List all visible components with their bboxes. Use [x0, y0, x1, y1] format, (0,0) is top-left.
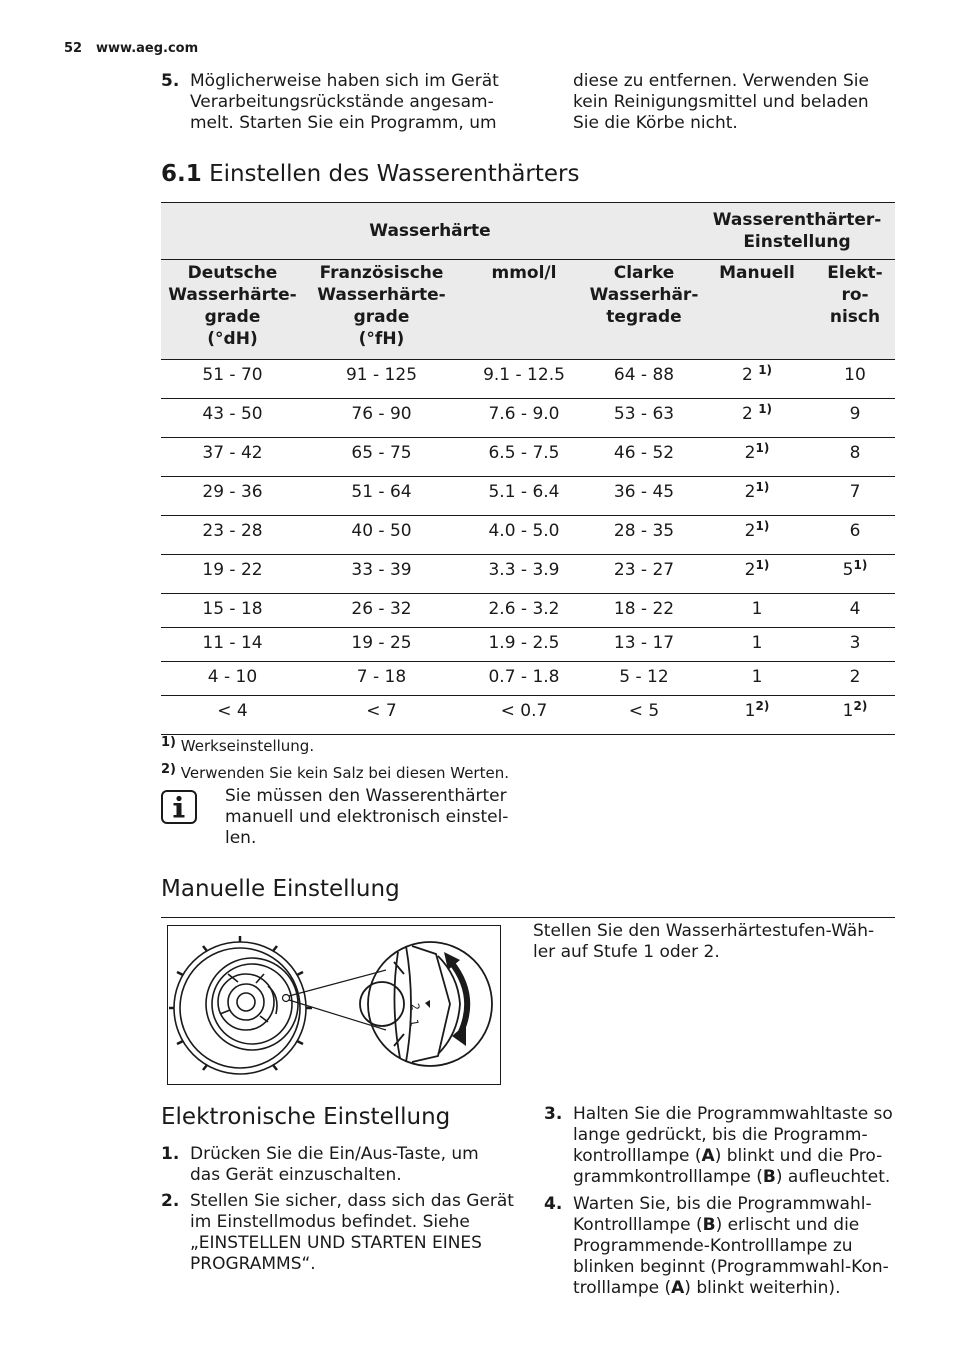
cell-manual — [699, 360, 815, 399]
table-row — [161, 696, 895, 735]
section-title: Einstellen des Wasserenthärters — [209, 161, 580, 187]
footnote-2 — [161, 759, 509, 784]
text-line: Sie müssen den Wasserenthärter — [225, 786, 507, 806]
text-fragment: kontrolllampe ( — [573, 1146, 702, 1166]
cell-electronic — [815, 399, 895, 438]
text-fragment: ) blinkt und die Pro- — [714, 1146, 883, 1166]
cell-mmol: 4.0 - 5.0 — [459, 516, 589, 555]
text-line — [573, 1278, 889, 1299]
cell-fh: 91 - 125 — [304, 360, 459, 399]
cell-fh: 76 - 90 — [304, 399, 459, 438]
cell-mmol: 2.6 - 3.2 — [459, 594, 589, 628]
info-icon — [161, 790, 197, 824]
cell-dh: 11 - 14 — [161, 628, 304, 662]
header-line: Elekt- — [827, 263, 883, 283]
header-line: Manuell — [719, 263, 795, 283]
text-line: Warten Sie, bis die Programmwahl- — [573, 1194, 872, 1214]
lamp-label: A — [701, 1146, 715, 1166]
cell-dh: 19 - 22 — [161, 555, 304, 594]
text-line: Stellen Sie den Wasserhärtestufen-Wäh- — [533, 921, 875, 941]
cell-mmol: 3.3 - 3.9 — [459, 555, 589, 594]
table-row — [161, 662, 895, 696]
cell-value: 4 — [849, 599, 861, 619]
cell-clarke: 5 - 12 — [589, 662, 699, 696]
cell-value: 6 — [849, 521, 861, 541]
cell-manual — [699, 594, 815, 628]
cell-value: 1 — [751, 599, 763, 619]
text-line — [573, 1167, 893, 1188]
cell-dh: 51 - 70 — [161, 360, 304, 399]
cell-clarke: 64 - 88 — [589, 360, 699, 399]
text-line: Stellen Sie sicher, dass sich das Gerät — [190, 1191, 514, 1211]
cell-electronic — [815, 516, 895, 555]
cell-electronic — [815, 594, 895, 628]
cell-value: 3 — [849, 633, 861, 653]
step-number: 2. — [161, 1191, 180, 1211]
table-row — [161, 360, 895, 399]
table-group-header — [161, 203, 895, 260]
cell-electronic — [815, 696, 895, 735]
text-fragment: Kontrolllampe ( — [573, 1215, 703, 1235]
header-line: ro- — [841, 285, 869, 305]
header-line: Wasserhärte- — [317, 285, 446, 305]
step-5-text-left — [190, 71, 499, 134]
footnote-marker: 1) — [755, 558, 770, 572]
cell-clarke: 46 - 52 — [589, 438, 699, 477]
cell-mmol: 6.5 - 7.5 — [459, 438, 589, 477]
cell-electronic — [815, 477, 895, 516]
header-line: Wasserhärte- — [168, 285, 297, 305]
website-url: www.aeg.com — [96, 41, 199, 56]
cell-manual — [699, 555, 815, 594]
cell-fh: 51 - 64 — [304, 477, 459, 516]
cell-value: 7 — [849, 482, 861, 502]
header-line: Deutsche — [187, 263, 278, 283]
cell-manual — [699, 662, 815, 696]
text-line — [573, 1215, 889, 1236]
footnote-marker: 2) — [755, 699, 770, 713]
cell-value: 10 — [844, 365, 866, 385]
cell-value: 1 — [842, 701, 854, 721]
text-line: Programmende-Kontrolllampe zu — [573, 1236, 853, 1256]
cell-fh: 7 - 18 — [304, 662, 459, 696]
footnote-marker: 1) — [755, 441, 770, 455]
cell-dh: 43 - 50 — [161, 399, 304, 438]
lamp-label: B — [762, 1167, 776, 1187]
text-fragment: grammkontrolllampe ( — [573, 1167, 763, 1187]
col-header-mmol — [459, 260, 589, 360]
cell-mmol: 1.9 - 2.5 — [459, 628, 589, 662]
text-line: kein Reinigungsmittel und beladen — [573, 92, 869, 112]
text-line — [573, 1146, 893, 1167]
cell-dh: 37 - 42 — [161, 438, 304, 477]
step-number: 1. — [161, 1144, 180, 1164]
text-line: lange gedrückt, bis die Programm- — [573, 1125, 868, 1145]
cell-clarke: 23 - 27 — [589, 555, 699, 594]
table-row — [161, 555, 895, 594]
table-row — [161, 516, 895, 555]
footnote-text: Werkseinstellung. — [180, 737, 315, 755]
col-header-electronic — [815, 260, 895, 360]
cell-clarke: < 5 — [589, 696, 699, 735]
cell-clarke: 28 - 35 — [589, 516, 699, 555]
header-line: nisch — [829, 307, 881, 327]
footnote-text: Verwenden Sie kein Salz bei diesen Werten. — [180, 764, 509, 782]
cell-value: 2 — [741, 404, 759, 424]
electronic-setting-heading: Elektronische Einstellung — [161, 1104, 451, 1130]
cell-electronic — [815, 662, 895, 696]
cell-fh: 26 - 32 — [304, 594, 459, 628]
header-line: Wasserenthärter- — [712, 210, 882, 230]
step-number: 3. — [544, 1104, 563, 1124]
manual-setting-text — [533, 921, 874, 963]
section-heading — [161, 160, 580, 188]
text-line: das Gerät einzuschalten. — [190, 1165, 402, 1185]
table-row — [161, 438, 895, 477]
header-line: grade — [204, 307, 261, 327]
footnote-marker: 1) — [758, 402, 773, 416]
cell-value: 8 — [849, 443, 861, 463]
header-line: mmol/l — [491, 263, 557, 283]
text-line: im Einstellmodus befindet. Siehe — [190, 1212, 470, 1232]
table-column-header — [161, 260, 895, 360]
cell-value: 2 — [744, 443, 756, 463]
col-header-fh — [304, 260, 459, 360]
text-line: blinken beginnt (Programmwahl-Kon- — [573, 1257, 889, 1277]
section-number: 6.1 — [161, 161, 202, 187]
cell-value: 1 — [744, 701, 756, 721]
cell-value: 1 — [751, 667, 763, 687]
header-line: Französische — [319, 263, 444, 283]
water-hardness-table — [161, 202, 895, 735]
cell-value: 2 — [744, 521, 756, 541]
cell-dh: < 4 — [161, 696, 304, 735]
text-fragment: trolllampe ( — [573, 1278, 672, 1298]
cell-fh: 33 - 39 — [304, 555, 459, 594]
cell-value: 2 — [744, 560, 756, 580]
text-line: Verarbeitungsrückstände angesam- — [190, 92, 494, 112]
page-number: 52 — [64, 41, 83, 56]
cell-value: 5 — [842, 560, 854, 580]
table-row — [161, 594, 895, 628]
cell-mmol: 9.1 - 12.5 — [459, 360, 589, 399]
footnote-marker: 1) — [755, 480, 770, 494]
step-number: 5. — [161, 71, 180, 91]
cell-dh: 29 - 36 — [161, 477, 304, 516]
cell-fh: < 7 — [304, 696, 459, 735]
footnote-marker: 2) — [161, 762, 176, 777]
manual-setting-heading: Manuelle Einstellung — [161, 876, 400, 902]
header-line: grade — [353, 307, 410, 327]
cell-value: 2 — [849, 667, 861, 687]
text-line: melt. Starten Sie ein Programm, um — [190, 113, 497, 133]
col-header-manual — [699, 260, 815, 360]
footnote-1 — [161, 732, 314, 757]
rotation-arrow-icon — [444, 952, 467, 1046]
header-softener-setting — [699, 203, 895, 260]
footnote-marker: 2) — [853, 699, 868, 713]
divider — [161, 917, 895, 918]
cell-fh: 65 - 75 — [304, 438, 459, 477]
table-row — [161, 477, 895, 516]
cell-mmol: < 0.7 — [459, 696, 589, 735]
header-water-hardness: Wasserhärte — [161, 203, 699, 260]
cell-value: 2 — [741, 365, 759, 385]
step-number: 4. — [544, 1194, 563, 1214]
cell-manual — [699, 399, 815, 438]
text-fragment: ) blinkt weiterhin). — [684, 1278, 841, 1298]
cell-manual — [699, 477, 815, 516]
footnote-marker: 1) — [853, 558, 868, 572]
cell-clarke: 18 - 22 — [589, 594, 699, 628]
cell-electronic — [815, 438, 895, 477]
step-5-text-right — [573, 71, 869, 134]
footnote-marker: 1) — [755, 519, 770, 533]
table-row — [161, 628, 895, 662]
cell-electronic — [815, 555, 895, 594]
text-line: diese zu entfernen. Verwenden Sie — [573, 71, 869, 91]
footnote-marker: 1) — [161, 735, 176, 750]
cell-dh: 23 - 28 — [161, 516, 304, 555]
cell-dh: 4 - 10 — [161, 662, 304, 696]
cell-manual — [699, 696, 815, 735]
cell-clarke: 36 - 45 — [589, 477, 699, 516]
dial-label-1: 1 — [407, 1018, 422, 1028]
dial-label-2: 2 — [408, 1002, 423, 1012]
cell-value: 2 — [744, 482, 756, 502]
col-header-clarke — [589, 260, 699, 360]
cell-value: 1 — [751, 633, 763, 653]
col-header-dh — [161, 260, 304, 360]
cell-mmol: 7.6 - 9.0 — [459, 399, 589, 438]
text-line: Drücken Sie die Ein/Aus-Taste, um — [190, 1144, 479, 1164]
cell-manual — [699, 628, 815, 662]
cell-value: 9 — [849, 404, 861, 424]
cell-manual — [699, 438, 815, 477]
header-line: Einstellung — [743, 232, 851, 252]
info-text — [225, 786, 508, 849]
text-line: ler auf Stufe 1 oder 2. — [533, 942, 720, 962]
cell-clarke: 13 - 17 — [589, 628, 699, 662]
dial-illustration — [167, 925, 501, 1085]
header-line: (°dH) — [207, 329, 258, 349]
lamp-label: B — [702, 1215, 716, 1235]
cell-mmol: 5.1 - 6.4 — [459, 477, 589, 516]
text-fragment: ) erlischt und die — [715, 1215, 860, 1235]
text-line: „EINSTELLEN UND STARTEN EINES — [190, 1233, 482, 1253]
cell-clarke: 53 - 63 — [589, 399, 699, 438]
text-line: Halten Sie die Programmwahltaste so — [573, 1104, 893, 1124]
water-hardness-dial-illustration — [168, 926, 500, 1084]
cell-electronic — [815, 628, 895, 662]
lamp-label: A — [671, 1278, 685, 1298]
footnote-marker: 1) — [758, 363, 773, 377]
text-line: Möglicherweise haben sich im Gerät — [190, 71, 499, 91]
cell-dh: 15 - 18 — [161, 594, 304, 628]
header-line: Clarke — [613, 263, 675, 283]
text-line: len. — [225, 828, 257, 848]
header-line: (°fH) — [358, 329, 405, 349]
cell-fh: 19 - 25 — [304, 628, 459, 662]
cell-fh: 40 - 50 — [304, 516, 459, 555]
cell-manual — [699, 516, 815, 555]
cell-mmol: 0.7 - 1.8 — [459, 662, 589, 696]
text-line: Sie die Körbe nicht. — [573, 113, 738, 133]
header-line: tegrade — [606, 307, 682, 327]
text-fragment: ) aufleuchtet. — [775, 1167, 891, 1187]
header-line: Wasserhär- — [589, 285, 699, 305]
text-line: manuell und elektronisch einstel- — [225, 807, 509, 827]
table-row — [161, 399, 895, 438]
text-line: PROGRAMMS“. — [190, 1254, 316, 1274]
cell-electronic — [815, 360, 895, 399]
